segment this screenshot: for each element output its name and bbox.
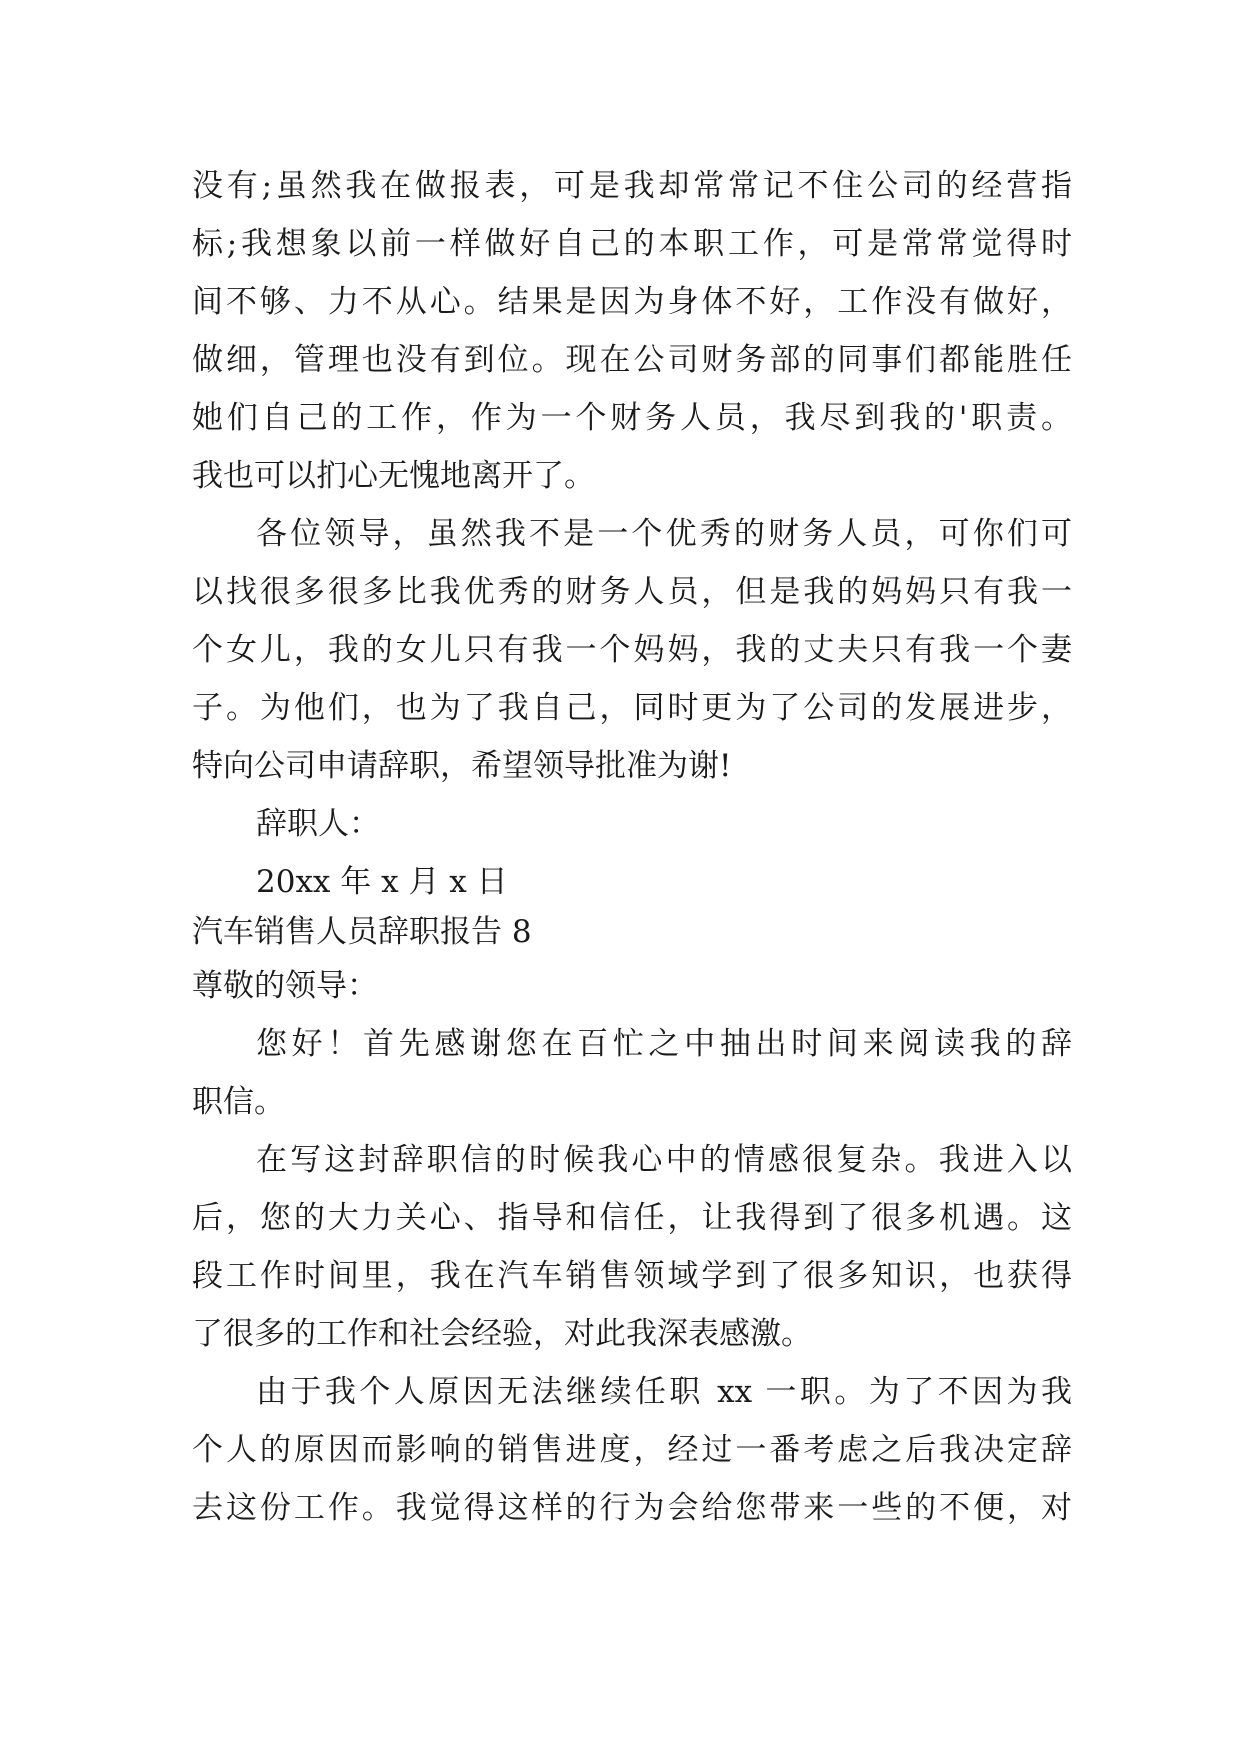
paragraph-line: 了很多的工作和社会经验，对此我深表感激。 <box>192 1316 812 1352</box>
paragraph-line: 各位领导，虽然我不是一个优秀的财务人员，可你们可 <box>256 516 1072 552</box>
paragraph-line: 您好！首先感谢您在百忙之中抽出时间来阅读我的辞 <box>256 1026 1072 1062</box>
paragraph-line: 段工作时间里，我在汽车销售领域学到了很多知识，也获得 <box>192 1258 1072 1294</box>
paragraph-line: 我也可以扪心无愧地离开了。 <box>192 458 595 494</box>
paragraph-line: 以找很多很多比我优秀的财务人员，但是我的妈妈只有我一 <box>192 574 1072 610</box>
paragraph-line: 后，您的大力关心、指导和信任，让我得到了很多机遇。这 <box>192 1200 1072 1236</box>
paragraph-line: 标;我想象以前一样做好自己的本职工作，可是常常觉得时 <box>192 226 1072 262</box>
paragraph-line: 由于我个人原因无法继续任职 xx 一职。为了不因为我 <box>256 1374 1072 1410</box>
section-title: 汽车销售人员辞职报告 8 <box>192 914 532 950</box>
paragraph-line: 她们自己的工作，作为一个财务人员，我尽到我的'职责。 <box>192 400 1072 436</box>
paragraph-line: 职信。 <box>192 1084 285 1120</box>
paragraph-line: 间不够、力不从心。结果是因为身体不好，工作没有做好， <box>192 284 1072 320</box>
paragraph-line: 个女儿，我的女儿只有我一个妈妈，我的丈夫只有我一个妻 <box>192 632 1072 668</box>
paragraph-line: 做细，管理也没有到位。现在公司财务部的同事们都能胜任 <box>192 342 1072 378</box>
paragraph-line: 子。为他们，也为了我自己，同时更为了公司的发展进步， <box>192 690 1072 726</box>
paragraph-line: 去这份工作。我觉得这样的行为会给您带来一些的不便，对 <box>192 1490 1072 1526</box>
paragraph-line: 个人的原因而影响的销售进度，经过一番考虑之后我决定辞 <box>192 1432 1072 1468</box>
paragraph-line: 没有;虽然我在做报表，可是我却常常记不住公司的经营指 <box>192 168 1072 204</box>
salutation: 尊敬的领导： <box>192 968 378 1004</box>
paragraph-line: 特向公司申请辞职，希望领导批准为谢! <box>192 748 732 784</box>
date-line: 20xx 年 x 月 x 日 <box>256 864 508 900</box>
signature-label: 辞职人： <box>256 806 380 842</box>
paragraph-line: 在写这封辞职信的时候我心中的情感很复杂。我进入以 <box>256 1142 1072 1178</box>
